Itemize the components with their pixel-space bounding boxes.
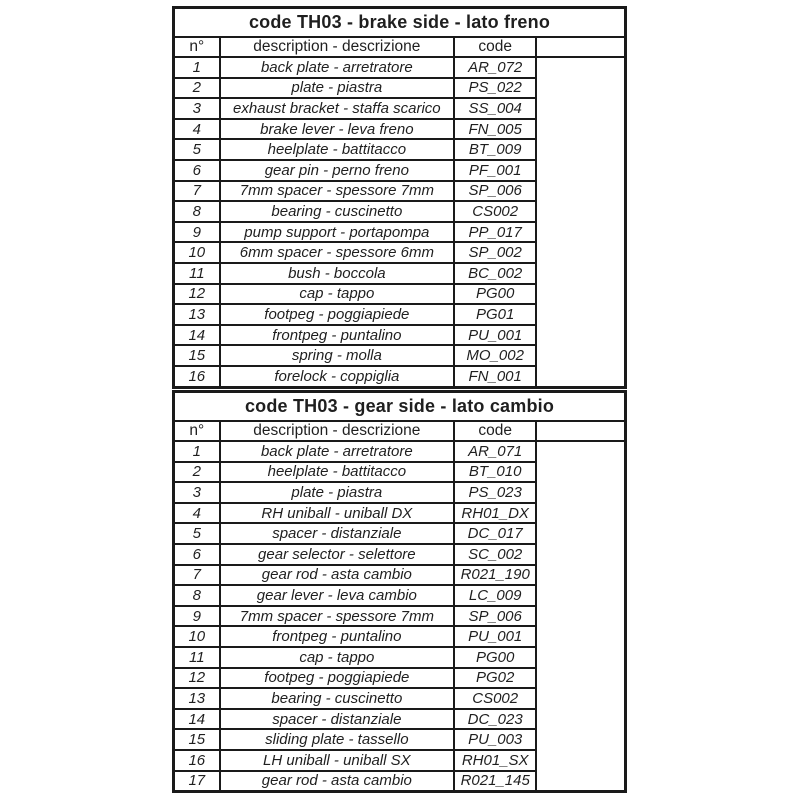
cell-description: spacer - distanziale (220, 523, 455, 544)
table-header-row (174, 421, 626, 441)
cell-code: AR_072 (454, 57, 536, 78)
cell-code: CS002 (454, 688, 536, 709)
cell-code: AR_071 (454, 441, 536, 462)
cell-code: DC_023 (454, 709, 536, 730)
cell-code: PG00 (454, 647, 536, 668)
cell-code: MO_002 (454, 345, 536, 366)
table-title: code TH03 - brake side - lato freno (174, 8, 626, 38)
cell-number: 15 (174, 729, 220, 750)
cell-number: 1 (174, 57, 220, 78)
cell-number: 13 (174, 304, 220, 325)
cell-code: PU_001 (454, 626, 536, 647)
cell-code: RH01_DX (454, 503, 536, 524)
cell-description: exhaust bracket - staffa scarico (220, 98, 455, 119)
cell-code: PG02 (454, 668, 536, 689)
cell-code: FN_005 (454, 119, 536, 140)
cell-code: CS002 (454, 201, 536, 222)
cell-description: 7mm spacer - spessore 7mm (220, 606, 455, 627)
cell-description: forelock - coppiglia (220, 366, 455, 387)
cell-number: 4 (174, 503, 220, 524)
cell-number: 8 (174, 201, 220, 222)
cell-number: 6 (174, 544, 220, 565)
empty-column-cell (536, 441, 625, 792)
cell-code: SP_006 (454, 606, 536, 627)
table-row (174, 441, 626, 462)
cell-code: SC_002 (454, 544, 536, 565)
cell-description: plate - piastra (220, 78, 455, 99)
cell-number: 17 (174, 771, 220, 792)
cell-description: plate - piastra (220, 482, 455, 503)
cell-description: cap - tappo (220, 647, 455, 668)
cell-description: LH uniball - uniball SX (220, 750, 455, 771)
cell-number: 13 (174, 688, 220, 709)
cell-number: 12 (174, 284, 220, 305)
cell-code: PG00 (454, 284, 536, 305)
cell-description: gear selector - selettore (220, 544, 455, 565)
cell-code: R021_190 (454, 565, 536, 586)
cell-code: PS_022 (454, 78, 536, 99)
empty-column-cell (536, 57, 625, 387)
col-header-number: n° (174, 421, 220, 441)
cell-code: FN_001 (454, 366, 536, 387)
cell-description: frontpeg - puntalino (220, 626, 455, 647)
cell-number: 2 (174, 462, 220, 483)
col-header-code: code (454, 37, 536, 57)
cell-number: 16 (174, 366, 220, 387)
cell-number: 12 (174, 668, 220, 689)
table-title-row (174, 8, 626, 38)
cell-description: RH uniball - uniball DX (220, 503, 455, 524)
cell-number: 6 (174, 160, 220, 181)
cell-code: DC_017 (454, 523, 536, 544)
cell-number: 14 (174, 325, 220, 346)
cell-number: 7 (174, 565, 220, 586)
cell-number: 8 (174, 585, 220, 606)
col-header-number: n° (174, 37, 220, 57)
cell-code: SP_006 (454, 181, 536, 202)
cell-description: spring - molla (220, 345, 455, 366)
table-body (174, 57, 626, 387)
table-title-row (174, 392, 626, 422)
table-body (174, 441, 626, 792)
table-header-row (174, 37, 626, 57)
cell-code: BT_010 (454, 462, 536, 483)
cell-description: footpeg - poggiapiede (220, 304, 455, 325)
cell-code: PF_001 (454, 160, 536, 181)
cell-description: gear rod - asta cambio (220, 565, 455, 586)
cell-description: gear pin - perno freno (220, 160, 455, 181)
cell-description: 6mm spacer - spessore 6mm (220, 242, 455, 263)
cell-description: cap - tappo (220, 284, 455, 305)
col-header-empty (536, 421, 625, 441)
cell-code: RH01_SX (454, 750, 536, 771)
cell-description: gear lever - leva cambio (220, 585, 455, 606)
cell-description: back plate - arretratore (220, 57, 455, 78)
cell-description: bearing - cuscinetto (220, 201, 455, 222)
cell-number: 10 (174, 626, 220, 647)
cell-description: bush - boccola (220, 263, 455, 284)
cell-description: gear rod - asta cambio (220, 771, 455, 792)
cell-number: 15 (174, 345, 220, 366)
cell-description: bearing - cuscinetto (220, 688, 455, 709)
cell-code: PG01 (454, 304, 536, 325)
col-header-empty (536, 37, 625, 57)
cell-description: back plate - arretratore (220, 441, 455, 462)
cell-number: 2 (174, 78, 220, 99)
cell-code: PS_023 (454, 482, 536, 503)
cell-number: 14 (174, 709, 220, 730)
cell-number: 9 (174, 222, 220, 243)
cell-number: 11 (174, 647, 220, 668)
gear-side-table (172, 390, 627, 793)
cell-description: pump support - portapompa (220, 222, 455, 243)
cell-code: PP_017 (454, 222, 536, 243)
brake-side-table (172, 6, 627, 389)
cell-description: frontpeg - puntalino (220, 325, 455, 346)
cell-code: PU_003 (454, 729, 536, 750)
cell-number: 9 (174, 606, 220, 627)
cell-number: 11 (174, 263, 220, 284)
cell-number: 3 (174, 482, 220, 503)
cell-number: 5 (174, 523, 220, 544)
cell-description: brake lever - leva freno (220, 119, 455, 140)
cell-number: 16 (174, 750, 220, 771)
cell-description: footpeg - poggiapiede (220, 668, 455, 689)
cell-description: heelplate - battitacco (220, 139, 455, 160)
cell-number: 1 (174, 441, 220, 462)
cell-number: 3 (174, 98, 220, 119)
cell-number: 7 (174, 181, 220, 202)
cell-description: spacer - distanziale (220, 709, 455, 730)
cell-code: BC_002 (454, 263, 536, 284)
cell-number: 10 (174, 242, 220, 263)
col-header-description: description - descrizione (220, 37, 455, 57)
cell-code: R021_145 (454, 771, 536, 792)
cell-code: SS_004 (454, 98, 536, 119)
col-header-code: code (454, 421, 536, 441)
cell-code: PU_001 (454, 325, 536, 346)
cell-code: LC_009 (454, 585, 536, 606)
col-header-description: description - descrizione (220, 421, 455, 441)
cell-code: SP_002 (454, 242, 536, 263)
cell-description: sliding plate - tassello (220, 729, 455, 750)
table-row (174, 57, 626, 78)
cell-number: 4 (174, 119, 220, 140)
cell-description: 7mm spacer - spessore 7mm (220, 181, 455, 202)
cell-number: 5 (174, 139, 220, 160)
cell-code: BT_009 (454, 139, 536, 160)
cell-description: heelplate - battitacco (220, 462, 455, 483)
table-title: code TH03 - gear side - lato cambio (174, 392, 626, 422)
